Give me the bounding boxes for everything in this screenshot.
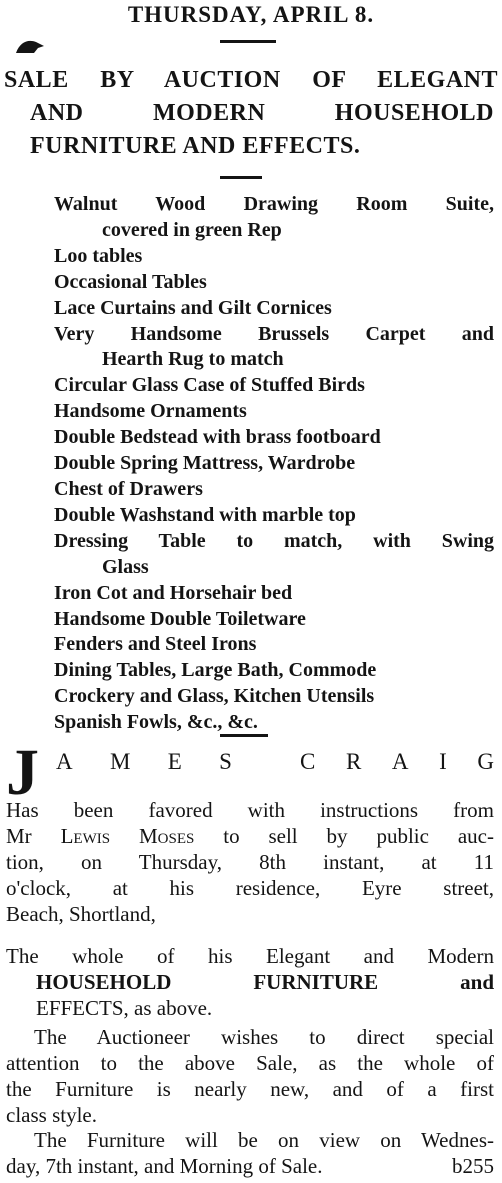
item-list [54, 192, 494, 736]
auctioneer-first-name [56, 749, 232, 775]
pointing-hand-icon [14, 36, 48, 58]
text-line: The Furniture will be on view on Wednes- [34, 1128, 494, 1152]
text-line: tion, on Thursday, 8th instant, at 11 [6, 850, 494, 874]
list-item: Crockery and Glass, Kitchen Utensils [54, 685, 375, 708]
text-line: attention to the above Sale, as the whole of [6, 1051, 494, 1075]
text-span: day, 7th instant, and Morning of Sale. [6, 1154, 323, 1178]
name-letter: R [345, 749, 362, 774]
text-line: EFFECTS, as above. [36, 996, 213, 1020]
text-line: The whole of his Elegant and Modern [6, 944, 494, 968]
list-item: Fenders and Steel Irons [54, 633, 257, 656]
name-letter: M [109, 749, 131, 774]
list-item: Walnut Wood Drawing Room Suite, [54, 193, 494, 215]
headline-line-1: SALE BY AUCTION OF ELEGANT [4, 67, 498, 93]
text-line: Beach, Shortland, [6, 902, 156, 926]
reference-code: b255 [452, 1154, 494, 1178]
list-item: Loo tables [54, 244, 143, 267]
list-item: Spanish Fowls, &c., &c. [54, 711, 258, 734]
top-rule [220, 40, 276, 43]
text-span: Mr [6, 824, 61, 848]
whole-paragraph [6, 943, 494, 1021]
auctioneer-last-name [300, 749, 494, 775]
list-item: Circular Glass Case of Stuffed Birds [54, 374, 365, 397]
text-span: to sell by public auc- [194, 824, 494, 848]
instructions-paragraph [6, 797, 494, 927]
date-line: THURSDAY, APRIL 8. [127, 2, 375, 27]
list-item: Double Washstand with marble top [54, 503, 356, 526]
client-name: Lewis Moses [60, 824, 195, 848]
view-paragraph [6, 1127, 494, 1179]
list-item: Occasional Tables [54, 270, 207, 293]
list-item: Glass [102, 555, 149, 578]
list-item: Lace Curtains and Gilt Cornices [54, 296, 332, 319]
items-rule [220, 734, 268, 737]
name-letter: S [219, 749, 232, 774]
list-item: Handsome Ornaments [54, 400, 247, 423]
text-line: HOUSEHOLD FURNITURE and [36, 970, 494, 994]
text-line: class style. [6, 1103, 97, 1127]
text-line: Has been favored with instructions from [6, 798, 494, 822]
name-letter: I [439, 749, 447, 774]
headline-line-2: AND MODERN HOUSEHOLD [30, 100, 494, 126]
list-item: Iron Cot and Horsehair bed [54, 581, 293, 604]
list-item: Hearth Rug to match [102, 348, 284, 371]
list-item: covered in green Rep [102, 218, 282, 241]
text-line: the Furniture is nearly new, and of a first [6, 1077, 494, 1101]
list-item: Double Bedstead with brass footboard [54, 426, 381, 449]
list-item: Very Handsome Brussels Carpet and [54, 322, 494, 345]
list-item: Dining Tables, Large Bath, Commode [54, 659, 377, 682]
auctioneer-initial: J [6, 736, 39, 809]
list-item: Handsome Double Toiletware [54, 607, 306, 630]
name-letter: A [56, 749, 73, 774]
text-line [6, 1153, 494, 1179]
list-item: Double Spring Mattress, Wardrobe [54, 452, 356, 475]
name-letter: E [167, 749, 182, 774]
name-letter: A [391, 749, 409, 774]
headline-rule [220, 176, 262, 179]
list-item: Chest of Drawers [54, 477, 203, 500]
list-item: Dressing Table to match, with Swing [54, 529, 494, 552]
text-line: o'clock, at his residence, Eyre street, [6, 876, 494, 900]
text-line [6, 823, 494, 849]
notice-paragraph [6, 1024, 494, 1128]
text-line: The Auctioneer wishes to direct special [34, 1025, 494, 1049]
headline-line-3: FURNITURE AND EFFECTS. [30, 133, 361, 159]
name-letter: C [300, 749, 316, 774]
name-letter: G [477, 749, 494, 774]
